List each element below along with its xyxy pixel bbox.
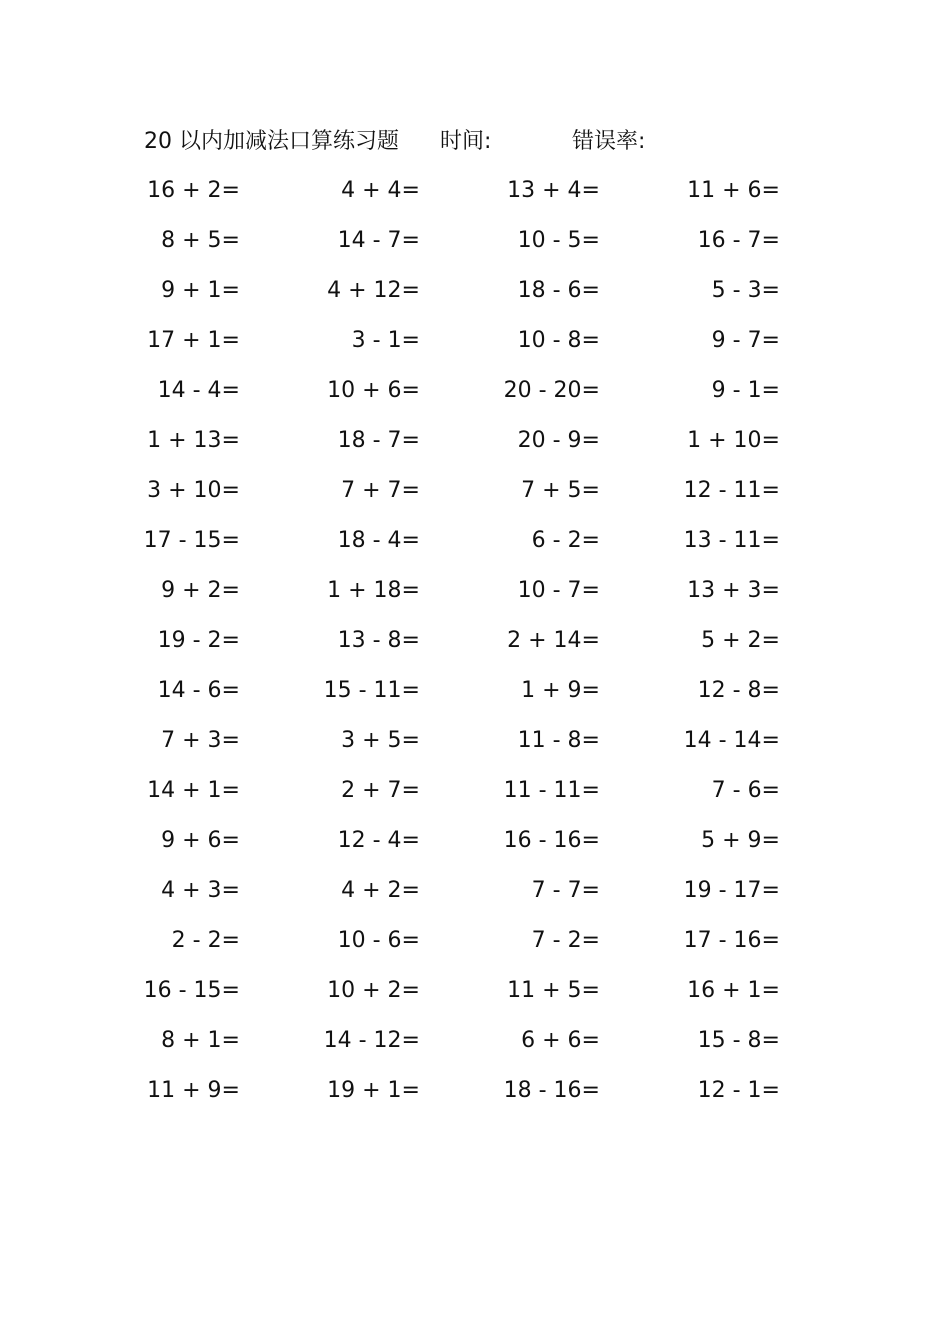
problem-row xyxy=(0,768,950,818)
problem-row xyxy=(0,418,950,468)
problem-item: 10 + 2= xyxy=(327,978,420,1003)
problem-item: 17 - 15= xyxy=(143,528,240,553)
problem-row xyxy=(0,1068,950,1118)
problem-item: 9 + 1= xyxy=(161,278,240,303)
problem-item: 7 + 5= xyxy=(521,478,600,503)
problem-item: 18 - 4= xyxy=(337,528,420,553)
problem-row xyxy=(0,368,950,418)
problem-item: 1 + 18= xyxy=(327,578,420,603)
problem-item: 9 + 2= xyxy=(161,578,240,603)
problem-item: 18 - 7= xyxy=(337,428,420,453)
problem-item: 6 - 2= xyxy=(531,528,600,553)
problem-item: 6 + 6= xyxy=(521,1028,600,1053)
problem-item: 19 + 1= xyxy=(327,1078,420,1103)
worksheet-title: 20 以内加减法口算练习题 xyxy=(144,129,399,154)
problem-item: 12 - 8= xyxy=(697,678,780,703)
problem-row xyxy=(0,668,950,718)
problem-item: 10 + 6= xyxy=(327,378,420,403)
problem-item: 4 + 4= xyxy=(341,178,420,203)
problem-row xyxy=(0,1018,950,1068)
problem-item: 9 - 7= xyxy=(711,328,780,353)
problem-item: 8 + 5= xyxy=(161,228,240,253)
problem-item: 13 + 3= xyxy=(687,578,780,603)
problem-item: 18 - 16= xyxy=(503,1078,600,1103)
problem-row xyxy=(0,318,950,368)
problem-item: 13 + 4= xyxy=(507,178,600,203)
problem-item: 13 - 8= xyxy=(337,628,420,653)
problem-item: 15 - 11= xyxy=(323,678,420,703)
problem-item: 12 - 4= xyxy=(337,828,420,853)
problem-item: 10 - 7= xyxy=(517,578,600,603)
problem-item: 11 - 11= xyxy=(503,778,600,803)
problem-item: 7 + 3= xyxy=(161,728,240,753)
problem-item: 14 - 7= xyxy=(337,228,420,253)
problem-row xyxy=(0,268,950,318)
problem-item: 8 + 1= xyxy=(161,1028,240,1053)
error-rate-label: 错误率: xyxy=(572,129,646,154)
problem-item: 13 - 11= xyxy=(683,528,780,553)
problem-item: 3 + 10= xyxy=(147,478,240,503)
problem-row xyxy=(0,818,950,868)
problem-item: 11 + 6= xyxy=(687,178,780,203)
problem-item: 14 - 12= xyxy=(323,1028,420,1053)
problem-item: 5 - 3= xyxy=(711,278,780,303)
problem-item: 20 - 20= xyxy=(503,378,600,403)
problem-row xyxy=(0,968,950,1018)
problem-item: 16 + 2= xyxy=(147,178,240,203)
problem-item: 16 - 15= xyxy=(143,978,240,1003)
problem-item: 9 - 1= xyxy=(711,378,780,403)
problem-item: 7 + 7= xyxy=(341,478,420,503)
problem-row xyxy=(0,568,950,618)
problem-item: 14 - 4= xyxy=(157,378,240,403)
problem-item: 3 + 5= xyxy=(341,728,420,753)
problem-item: 7 - 7= xyxy=(531,878,600,903)
problem-row xyxy=(0,618,950,668)
problem-item: 5 + 9= xyxy=(701,828,780,853)
problem-item: 12 - 11= xyxy=(683,478,780,503)
problem-item: 14 - 6= xyxy=(157,678,240,703)
problem-item: 1 + 9= xyxy=(521,678,600,703)
problem-item: 15 - 8= xyxy=(697,1028,780,1053)
problem-item: 4 + 3= xyxy=(161,878,240,903)
problem-item: 3 - 1= xyxy=(351,328,420,353)
problem-item: 11 + 9= xyxy=(147,1078,240,1103)
problem-item: 20 - 9= xyxy=(517,428,600,453)
problem-item: 17 + 1= xyxy=(147,328,240,353)
problem-item: 2 + 14= xyxy=(507,628,600,653)
problem-item: 17 - 16= xyxy=(683,928,780,953)
problem-row xyxy=(0,718,950,768)
problem-row xyxy=(0,168,950,218)
problem-item: 1 + 10= xyxy=(687,428,780,453)
problem-row xyxy=(0,468,950,518)
problem-item: 16 - 7= xyxy=(697,228,780,253)
problem-item: 1 + 13= xyxy=(147,428,240,453)
problem-item: 16 + 1= xyxy=(687,978,780,1003)
problem-row xyxy=(0,918,950,968)
problem-item: 9 + 6= xyxy=(161,828,240,853)
problem-item: 10 - 8= xyxy=(517,328,600,353)
problem-item: 10 - 5= xyxy=(517,228,600,253)
time-label: 时间: xyxy=(440,129,492,154)
problem-item: 11 + 5= xyxy=(507,978,600,1003)
problem-item: 12 - 1= xyxy=(697,1078,780,1103)
problem-item: 14 - 14= xyxy=(683,728,780,753)
problem-item: 7 - 6= xyxy=(711,778,780,803)
problem-row xyxy=(0,518,950,568)
problem-item: 19 - 17= xyxy=(683,878,780,903)
problem-item: 19 - 2= xyxy=(157,628,240,653)
problem-item: 5 + 2= xyxy=(701,628,780,653)
problem-row xyxy=(0,868,950,918)
problem-item: 18 - 6= xyxy=(517,278,600,303)
problem-item: 14 + 1= xyxy=(147,778,240,803)
problem-item: 16 - 16= xyxy=(503,828,600,853)
problem-item: 4 + 2= xyxy=(341,878,420,903)
problem-item: 4 + 12= xyxy=(327,278,420,303)
problem-item: 7 - 2= xyxy=(531,928,600,953)
problem-item: 2 - 2= xyxy=(171,928,240,953)
problem-row xyxy=(0,218,950,268)
problem-item: 2 + 7= xyxy=(341,778,420,803)
problem-item: 11 - 8= xyxy=(517,728,600,753)
problem-item: 10 - 6= xyxy=(337,928,420,953)
